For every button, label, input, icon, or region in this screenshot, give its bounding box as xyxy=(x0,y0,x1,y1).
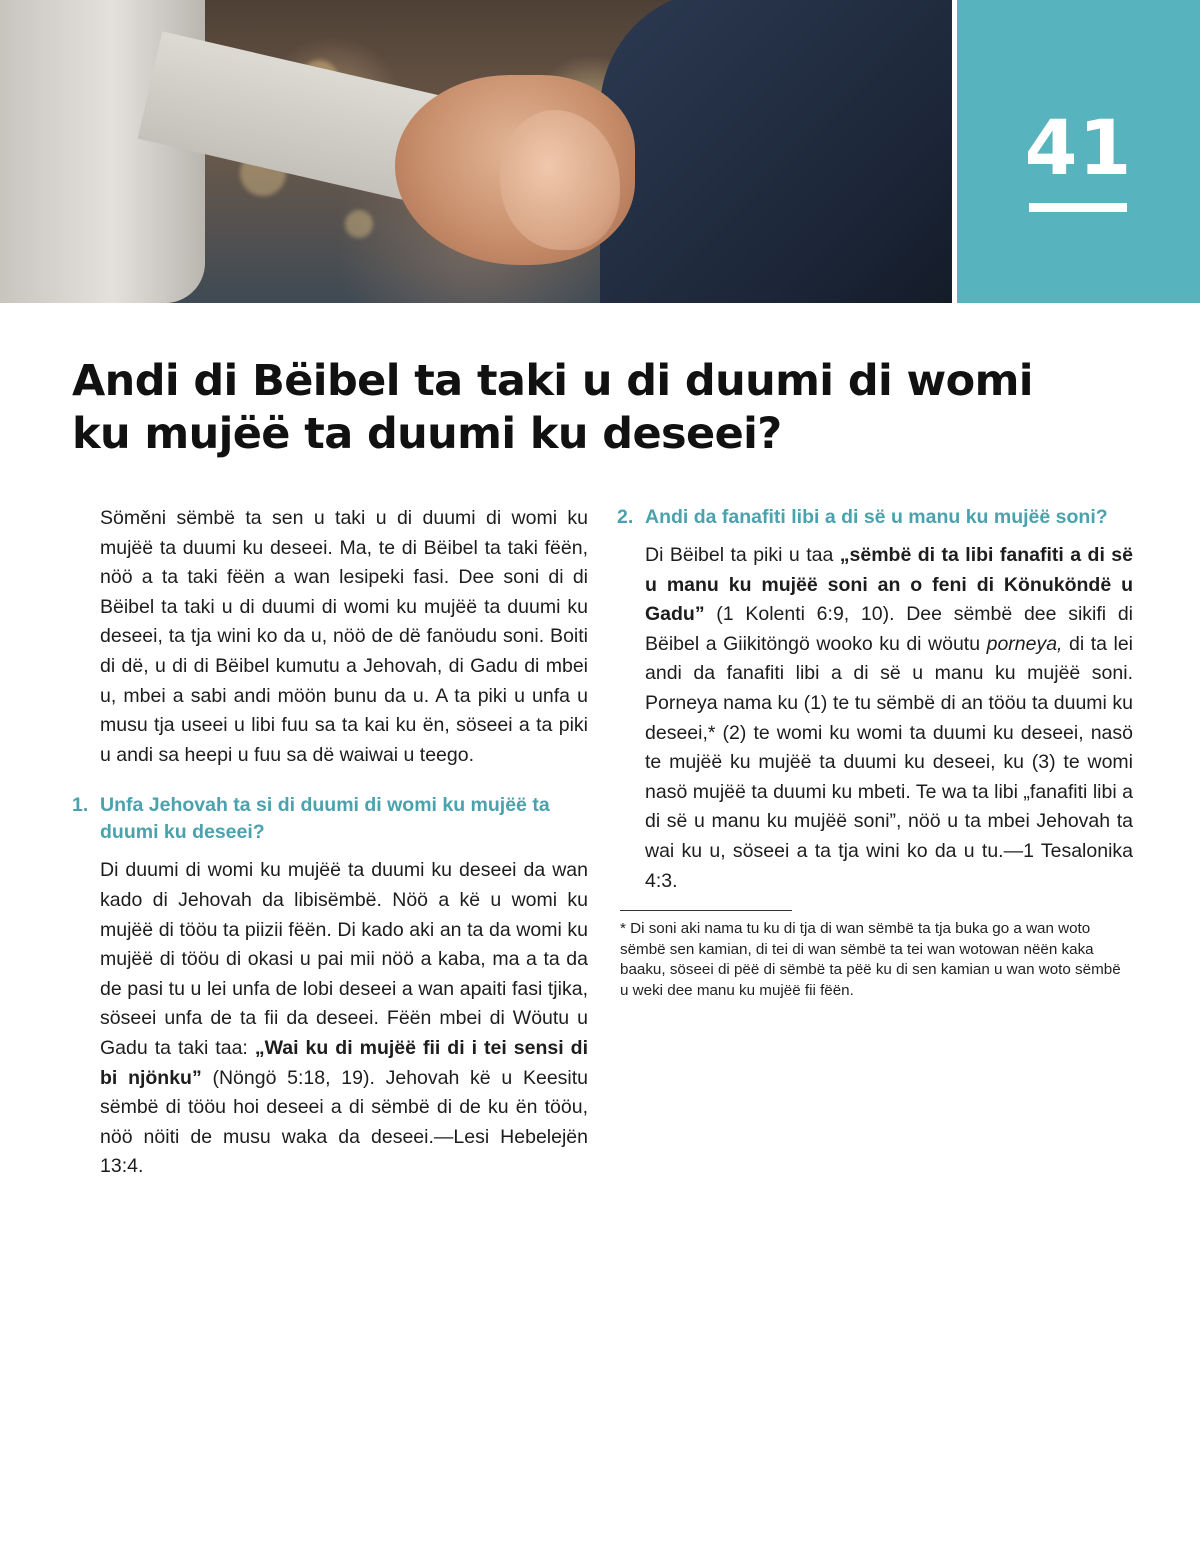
answer-1-paragraph xyxy=(100,856,588,1182)
page-title: Andi di Bëibel ta taki u di duumi di womi ku mujëë ta duumi ku deseei? xyxy=(72,356,1033,459)
answer-2-bold-quote: „sëmbë di ta libi fanafiti a di së u manu ku mujëë soni an o feni di Könuköndë u Gadu” xyxy=(645,544,1133,626)
answer-1-text-end: (Nöngö 5:18, 19). Jehovah kë u Keesitu sëmbë di tööu hoi deseei a di sëmbë di de ku ën tööu, nöö nöiti de musu waka da deseei.—Lesi Hebelejën 13:4. xyxy=(100,1066,589,1178)
footnote: * Di soni aki nama tu ku di tja di wan sëmbë ta tja buka go a wan woto sëmbë sen kamian, di tei di wan sëmbë ta tei wan wotowan nëën kaka baaku, söseei di pëë di sëmbë ta pëë ku di sen kamian u wan woto sëmbë u weki dee manu ku mujëë fii fëën. xyxy=(620,920,1121,999)
answer-2-italic-word: porneya, xyxy=(986,632,1063,655)
chapter-underline xyxy=(1029,203,1127,212)
answer-1-text-start: Di duumi di womi ku mujëë ta duumi ku deseei da wan kado di Jehovah da libisëmbë. Nöö a kë u womi ku mujëë di tööu ta piizii fëën. Di kado aki an ta da womi ku mujëë di tööu di okasi u pai mii nöö a kaba, ma a ta da de pasi tu u lei unfa de lobi deseei a wan apaiti fasi tjika, söseei unfa de ta fii da deseei. Fëën mbei di Wöutu u Gadu ta taki taa: xyxy=(100,859,588,1059)
question-2-text: Andi da fanafiti libi a di së u manu ku mujëë soni? xyxy=(645,506,1108,528)
question-1-heading xyxy=(72,792,588,846)
answer-1-bold-quote: „Wai ku di mujëë fii di i tei sensi di bi njönku” xyxy=(100,1036,588,1089)
question-2-number: 2. xyxy=(617,506,634,528)
answer-2-text-end: di ta lei andi da fanafiti libi a di së u manu ku mujëë soni. Porneya nama ku (1) te tu sëmbë di an tööu ta duumi ku deseei,* (2) te womi ku womi ta duumi ku deseei, nasö te mujëë ku mujëë ta duumi ku deseei, ku (3) te womi nasö mujëë ta duumi ku mbeti. Te wa ta libi „fanafiti libi a di së u manu ku mujëë soni”, nöö u ta mbei Jehovah ta wai ku u, söseei a ta tja wini ko da u tu.—1 Tesalonika 4:3. xyxy=(645,632,1133,892)
right-column xyxy=(617,504,1133,1001)
chapter-number: 41 xyxy=(1024,103,1133,192)
footnote-divider xyxy=(620,910,792,911)
answer-2-paragraph xyxy=(645,541,1133,896)
left-column xyxy=(72,504,589,1182)
right-sleeve xyxy=(600,0,952,303)
question-2-heading xyxy=(617,504,1133,531)
chapter-number-block xyxy=(957,0,1200,303)
answer-2-text-mid: (1 Kolenti 6:9, 10). Dee sëmbë dee sikifi di Bëibel a Giikitöngö wooko ku di wöutu xyxy=(645,603,1133,655)
hero-photo-holding-hands xyxy=(0,0,952,303)
intro-paragraph: Söměni sëmbë ta sen u taki u di duumi di womi ku mujëë ta duumi ku deseei. Ma, te di Bëibel ta taki fëën, nöö a ta taki fëën a wan lesipeki fasi. Dee soni di di Bëibel ta taki u di duumi di womi ku mujëë ta duumi ku deseei, ta tja wini ko da u, nöö de dë fanöudu soni. Boiti di dë, u di di Bëibel kumutu a Jehovah, di Gadu di mbei u, mbei a sabi andi möön bunu da u. A ta piki u unfa u musu tja useei u libi fuu sa ta kai ku ën, söseei a ta piki u andi sa heepi u fuu sa dë waiwai u teego. xyxy=(100,507,588,766)
question-1-number: 1. xyxy=(72,794,89,817)
answer-2-text-start: Di Bëibel ta piki u taa xyxy=(645,544,840,566)
question-1-text: Unfa Jehovah ta si di duumi di womi ku mujëë ta duumi ku deseei? xyxy=(100,794,550,844)
